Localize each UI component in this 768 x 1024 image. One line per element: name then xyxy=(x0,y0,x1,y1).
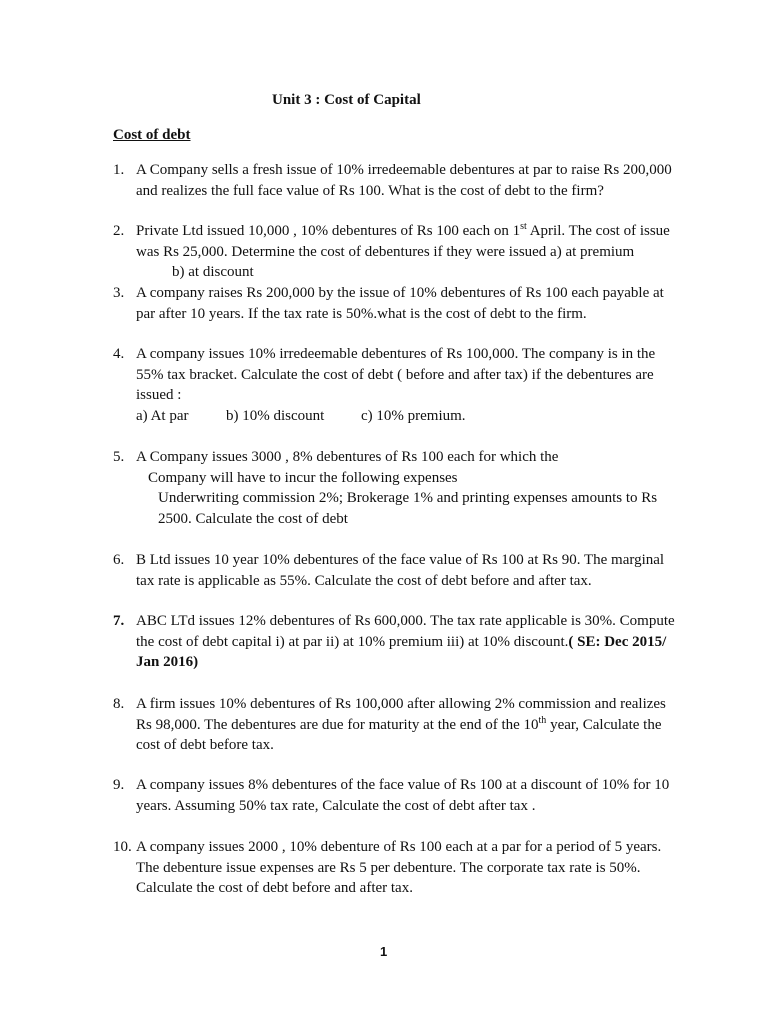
question-text: A Company sells a fresh issue of 10% irredeemable debentures at par to raise Rs 200,000 xyxy=(136,162,672,178)
question-number: 4. xyxy=(113,346,125,362)
question-7 xyxy=(113,611,678,673)
question-text: and realizes the full face value of Rs 100. What is the cost of debt to the firm? xyxy=(136,182,604,199)
question-text-part: April. The cost of issue xyxy=(526,223,670,239)
question-5 xyxy=(113,447,678,529)
question-options xyxy=(136,406,678,427)
question-text: A company issues 10% irredeemable debentures of Rs 100,000. The company is in the xyxy=(136,346,656,362)
question-text: A company raises Rs 200,000 by the issue of 10% debentures of Rs 100 each payable at xyxy=(136,285,664,301)
question-text: 2500. Calculate the cost of debt xyxy=(158,510,348,527)
question-text: years. Assuming 50% tax rate, Calculate the cost of debt after tax . xyxy=(136,797,536,814)
question-4 xyxy=(113,344,678,426)
exam-reference: Jan 2016) xyxy=(136,654,199,670)
question-text: Underwriting commission 2%; Brokerage 1% and printing expenses amounts to Rs xyxy=(158,490,658,506)
page-number: 1 xyxy=(380,944,388,959)
superscript: st xyxy=(520,221,527,232)
question-number: 2. xyxy=(113,223,125,239)
question-number: 5. xyxy=(113,449,125,465)
option-b: b) 10% discount xyxy=(226,407,325,424)
question-number: 10. xyxy=(113,839,132,855)
question-text xyxy=(136,632,678,653)
option-a: a) At par xyxy=(136,407,189,424)
question-text: The debenture issue expenses are Rs 5 per debenture. The corporate tax rate is 50%. xyxy=(136,859,641,876)
question-text: A firm issues 10% debentures of Rs 100,000 after allowing 2% commission and realizes xyxy=(136,696,666,712)
question-text: issued : xyxy=(136,387,182,403)
question-number: 9. xyxy=(113,777,125,793)
question-text: B Ltd issues 10 year 10% debentures of the face value of Rs 100 at Rs 90. The marginal xyxy=(136,552,665,568)
question-text: Calculate the cost of debt before and after tax. xyxy=(136,880,413,896)
question-2 xyxy=(113,221,678,283)
section-heading: Cost of debt xyxy=(113,127,191,143)
question-text: b) at discount xyxy=(172,264,254,280)
question-10 xyxy=(113,837,678,899)
question-number: 3. xyxy=(113,285,125,301)
question-text: A company issues 8% debentures of the face value of Rs 100 at a discount of 10% for 10 xyxy=(136,777,670,793)
question-text xyxy=(136,715,678,736)
superscript: th xyxy=(538,714,547,726)
question-text: par after 10 years. If the tax rate is 50%.what is the cost of debt to the firm. xyxy=(136,305,587,322)
page-title: Unit 3 : Cost of Capital xyxy=(272,92,421,108)
question-text-part: Private Ltd issued 10,000 , 10% debentures of Rs 100 each on 1 xyxy=(136,223,521,239)
question-text-part: Rs 98,000. The debentures are due for maturity at the end of the 10 xyxy=(136,716,539,733)
question-text: A company issues 2000 , 10% debenture of Rs 100 each at a par for a period of 5 years. xyxy=(136,839,662,855)
question-8 xyxy=(113,694,678,756)
question-text: tax rate is applicable as 55%. Calculate the cost of debt before and after tax. xyxy=(136,572,592,589)
question-text: was Rs 25,000. Determine the cost of debentures if they were issued a) at premium xyxy=(136,243,635,260)
question-text: cost of debt before tax. xyxy=(136,737,274,753)
question-6 xyxy=(113,550,678,591)
question-text-part: year, Calculate the xyxy=(546,716,662,733)
question-text xyxy=(136,221,678,242)
question-text: Company will have to incur the following expenses xyxy=(148,469,458,486)
question-number: 8. xyxy=(113,696,125,712)
option-c: c) 10% premium. xyxy=(361,407,466,424)
question-3 xyxy=(113,283,678,324)
question-text: A Company issues 3000 , 8% debentures of Rs 100 each for which the xyxy=(136,449,559,465)
question-text-part: the cost of debt capital i) at par ii) at 10% premium iii) at 10% discount. xyxy=(136,633,569,650)
question-number: 6. xyxy=(113,552,125,568)
question-9 xyxy=(113,775,678,816)
question-1 xyxy=(113,160,678,201)
question-number: 7. xyxy=(113,613,125,629)
exam-reference: ( SE: Dec 2015/ xyxy=(568,633,667,650)
question-text: 55% tax bracket. Calculate the cost of debt ( before and after tax) if the debentures are xyxy=(136,366,654,383)
question-text: ABC LTd issues 12% debentures of Rs 600,000. The tax rate applicable is 30%. Compute xyxy=(136,613,675,629)
question-number: 1. xyxy=(113,162,125,178)
